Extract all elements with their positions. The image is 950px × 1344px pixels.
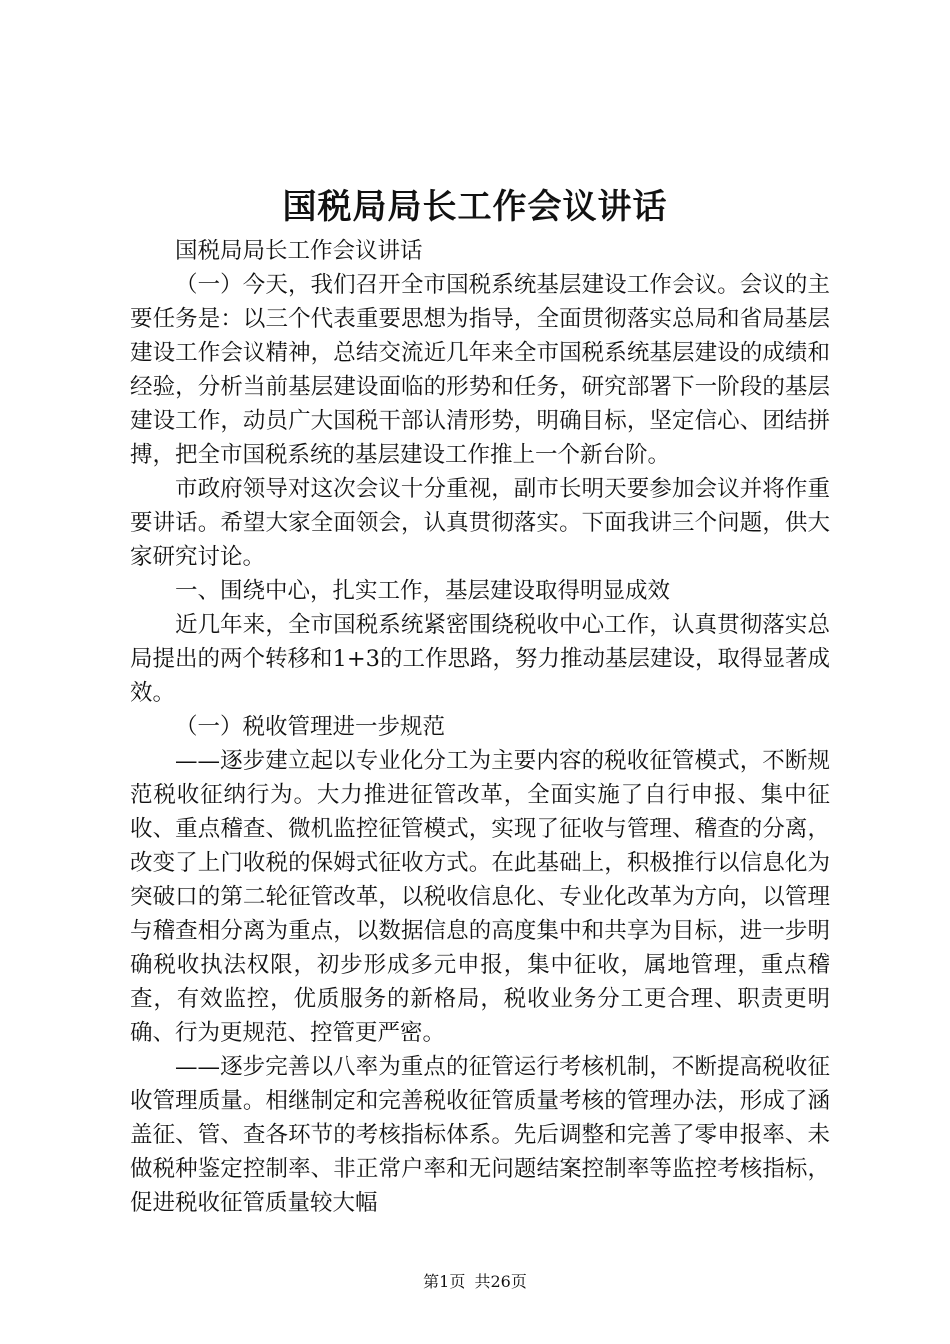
document-title: 国税局局长工作会议讲话	[282, 187, 668, 227]
page-footer	[0, 1270, 950, 1294]
paragraph-subtitle: 国税局局长工作会议讲话	[175, 238, 423, 264]
page-number: 第1页	[423, 1272, 466, 1291]
subsection-heading-one: （一）税收管理进一步规范	[175, 714, 446, 740]
paragraph-leaders: 市政府领导对这次会议十分重视，副市长明天要参加会议并将作重要讲话。希望大家全面领会，认真贯彻落实。下面我讲三个问题，供大家研究讨论。	[130, 476, 830, 570]
paragraph-assessment-mechanism: ——逐步完善以八率为重点的征管运行考核机制，不断提高税收征收管理质量。相继制定和完善税收征管质量考核的管理办法，形成了涵盖征、管、查各环节的考核指标体系。先后调整和完善了零申报率、未做税种鉴定控制率、非正常户率和无问题结案控制率等监控考核指标，促进税收征管质量较大幅	[130, 1054, 830, 1216]
paragraph-recent-years: 近几年来，全市国税系统紧密围绕税收中心工作，认真贯彻落实总局提出的两个转移和1+3的工作思路，努力推动基层建设，取得显著成效。	[130, 612, 830, 706]
page-total: 共26页	[474, 1272, 527, 1291]
paragraph-opening: （一）今天，我们召开全市国税系统基层建设工作会议。会议的主要任务是：以三个代表重要思想为指导，全面贯彻落实总局和省局基层建设工作会议精神，总结交流近几年来全市国税系统基层建设的成绩和经验，分析当前基层建设面临的形势和任务，研究部署下一阶段的基层建设工作，动员广大国税干部认清形势，明确目标，坚定信心、团结拼搏，把全市国税系统的基层建设工作推上一个新台阶。	[130, 272, 830, 468]
section-heading-one: 一、围绕中心，扎实工作，基层建设取得明显成效	[175, 578, 671, 604]
document-body	[130, 234, 830, 1220]
paragraph-collection-model: ——逐步建立起以专业化分工为主要内容的税收征管模式，不断规范税收征纳行为。大力推进征管改革，全面实施了自行申报、集中征收、重点稽查、微机监控征管模式，实现了征收与管理、稽查的分离，改变了上门收税的保姆式征收方式。在此基础上，积极推行以信息化为突破口的第二轮征管改革，以税收信息化、专业化改革为方向，以管理与稽查相分离为重点，以数据信息的高度集中和共享为目标，进一步明确税收执法权限，初步形成多元申报，集中征收，属地管理，重点稽查，有效监控，优质服务的新格局，税收业务分工更合理、职责更明确、行为更规范、控管更严密。	[130, 748, 830, 1046]
